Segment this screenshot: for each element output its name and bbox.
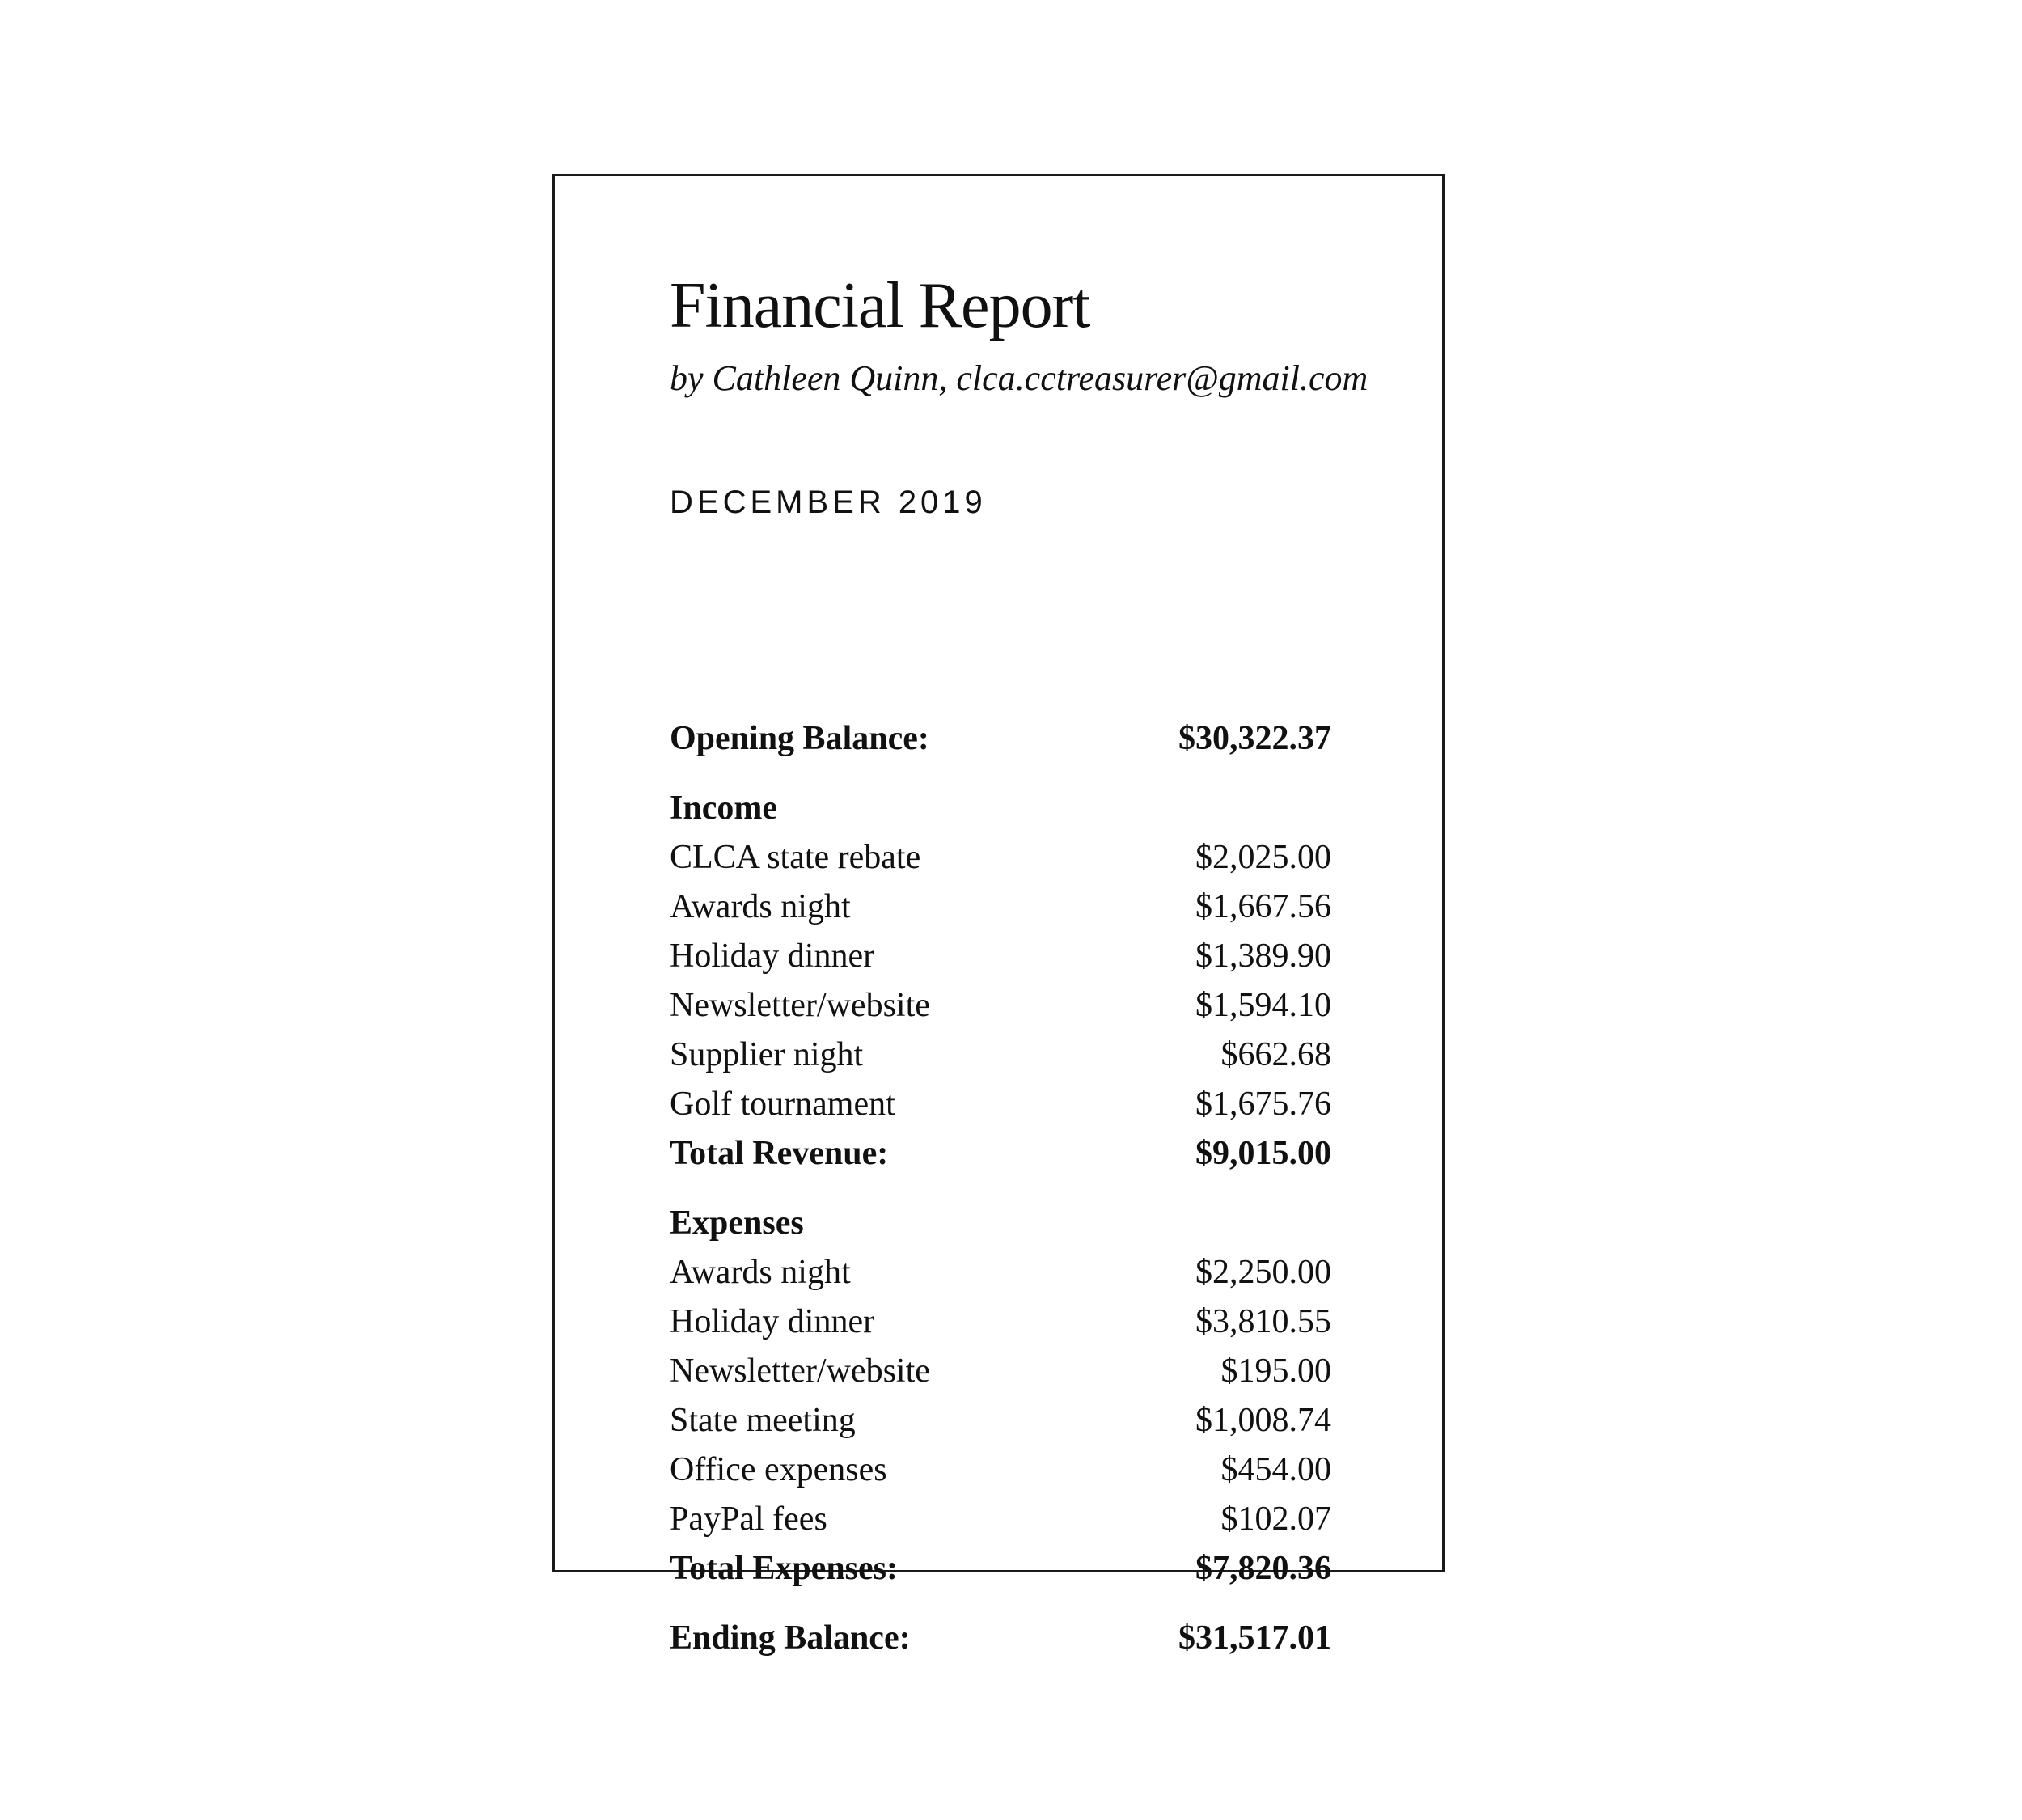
expense-label: Holiday dinner <box>670 1303 875 1340</box>
total-revenue-row <box>670 1129 1331 1178</box>
income-amount: $1,594.10 <box>1195 987 1331 1024</box>
expense-amount: $454.00 <box>1220 1451 1331 1488</box>
income-heading: Income <box>670 789 777 827</box>
income-label: CLCA state rebate <box>670 839 921 876</box>
income-row <box>670 882 1331 931</box>
total-expenses-amount: $7,820.36 <box>1195 1550 1331 1587</box>
ending-balance-label: Ending Balance: <box>670 1619 911 1657</box>
expense-label: State meeting <box>670 1402 856 1439</box>
income-amount: $1,389.90 <box>1195 938 1331 975</box>
financial-report-card <box>552 174 1445 1657</box>
income-label: Supplier night <box>670 1036 864 1073</box>
expense-label: Awards night <box>670 1254 851 1291</box>
expenses-heading: Expenses <box>670 1204 804 1242</box>
expense-row <box>670 1445 1331 1494</box>
expense-row <box>670 1495 1331 1543</box>
expense-label: Office expenses <box>670 1451 887 1488</box>
income-amount: $2,025.00 <box>1195 839 1331 876</box>
expense-amount: $2,250.00 <box>1195 1254 1331 1291</box>
expense-row <box>670 1248 1331 1297</box>
income-row <box>670 981 1331 1030</box>
income-label: Awards night <box>670 888 851 925</box>
expense-label: Newsletter/website <box>670 1352 930 1390</box>
report-byline: by Cathleen Quinn, clca.cctreasurer@gmail.com <box>670 358 1368 398</box>
ending-balance-row <box>670 1614 1331 1662</box>
income-label: Holiday dinner <box>670 938 875 975</box>
income-row <box>670 932 1331 980</box>
income-amount: $1,667.56 <box>1195 888 1331 925</box>
income-row <box>670 1031 1331 1079</box>
total-expenses-label: Total Expenses: <box>670 1550 899 1587</box>
opening-balance-label: Opening Balance: <box>670 720 929 757</box>
income-label: Golf tournament <box>670 1086 895 1123</box>
expense-amount: $195.00 <box>1220 1352 1331 1390</box>
total-revenue-amount: $9,015.00 <box>1195 1135 1331 1172</box>
income-amount: $1,675.76 <box>1195 1086 1331 1123</box>
expense-amount: $102.07 <box>1220 1500 1331 1538</box>
expense-row <box>670 1297 1331 1346</box>
expense-row <box>670 1396 1331 1445</box>
report-title: Financial Report <box>670 270 1090 341</box>
ending-balance-amount: $31,517.01 <box>1178 1619 1331 1657</box>
opening-balance-amount: $30,322.37 <box>1178 720 1331 757</box>
income-amount: $662.68 <box>1220 1036 1331 1073</box>
expense-amount: $1,008.74 <box>1195 1402 1331 1439</box>
total-expenses-row <box>670 1544 1331 1593</box>
income-label: Newsletter/website <box>670 987 930 1024</box>
expense-amount: $3,810.55 <box>1195 1303 1331 1340</box>
expense-label: PayPal fees <box>670 1500 827 1538</box>
opening-balance-row <box>670 714 1331 763</box>
income-row <box>670 1080 1331 1128</box>
total-revenue-label: Total Revenue: <box>670 1135 889 1172</box>
income-row <box>670 833 1331 882</box>
expense-row <box>670 1347 1331 1395</box>
report-period: DECEMBER 2019 <box>670 485 987 520</box>
